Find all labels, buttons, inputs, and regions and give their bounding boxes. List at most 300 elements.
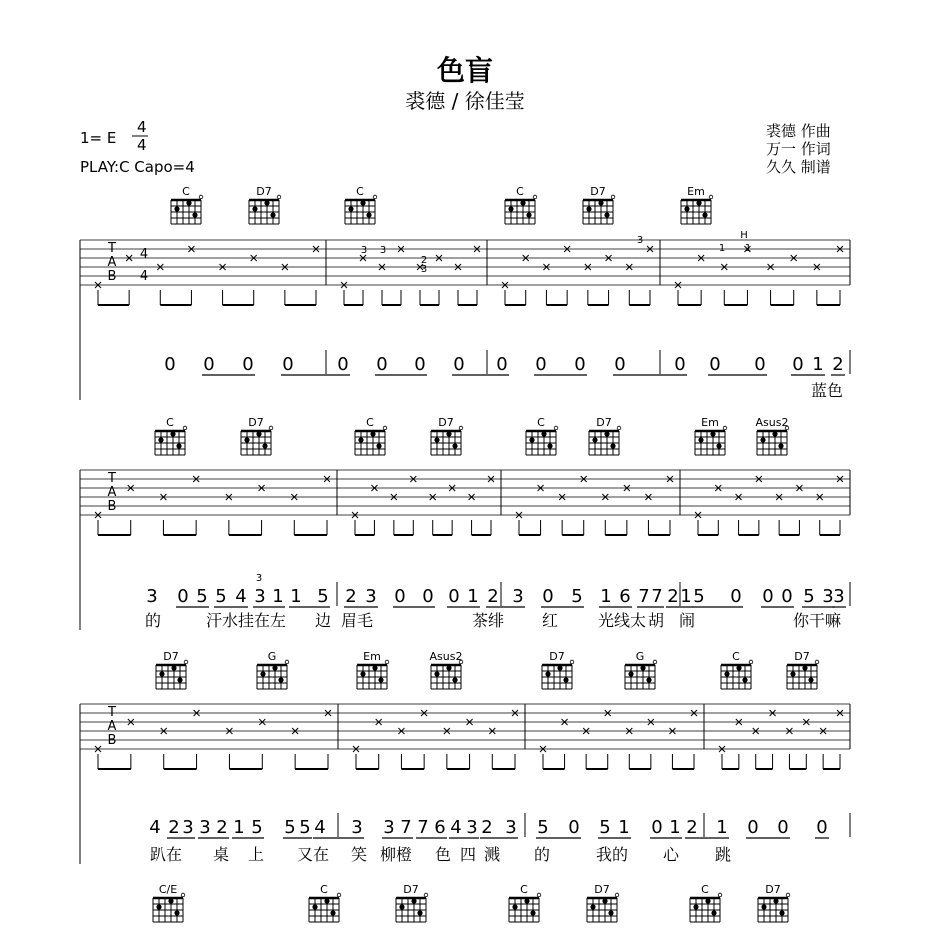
jianpu-note: 3 xyxy=(833,586,845,607)
chord-dot xyxy=(260,671,265,676)
jianpu-note: 4 xyxy=(314,817,326,838)
chord-dot xyxy=(512,904,517,909)
jianpu-note: 5 xyxy=(284,817,296,838)
chord-dot xyxy=(174,206,179,211)
jianpu-note: 0 xyxy=(164,354,176,375)
chord-dot xyxy=(693,904,698,909)
chord-open-marker xyxy=(424,893,428,897)
chord-open-marker xyxy=(183,426,187,430)
chord-dot xyxy=(529,437,534,442)
chord-dot xyxy=(158,437,163,442)
chord-dot xyxy=(174,910,179,915)
chord-dot xyxy=(176,443,181,448)
song-title: 色盲 xyxy=(436,54,494,87)
chord-open-marker xyxy=(181,893,185,897)
chord-diagram xyxy=(758,883,790,922)
chord-dot xyxy=(684,206,689,211)
jianpu-note: 3 xyxy=(146,586,158,607)
jianpu-note: 3 xyxy=(351,817,363,838)
chord-open-marker xyxy=(383,426,387,430)
jianpu-note: 5 xyxy=(317,586,329,607)
lyric-text: 桌 xyxy=(212,845,230,864)
chord-dot xyxy=(608,910,613,915)
chord-dot xyxy=(272,665,277,670)
jianpu-note: 0 xyxy=(376,354,388,375)
chord-diagram xyxy=(431,416,463,455)
chord-dot xyxy=(452,677,457,682)
chord-name: C/E xyxy=(158,883,178,896)
chord-dot xyxy=(252,206,257,211)
jianpu-note: 2 xyxy=(487,586,499,607)
tab-time-top: 4 xyxy=(139,247,149,262)
jianpu-note: 4 xyxy=(235,586,247,607)
chord-dot xyxy=(524,898,529,903)
chord-dot xyxy=(370,431,375,436)
lyric-text: 笑 xyxy=(350,845,368,864)
chord-diagram xyxy=(695,416,727,455)
chord-diagram xyxy=(156,650,188,689)
chord-dot xyxy=(790,671,795,676)
chord-open-marker xyxy=(709,195,713,199)
chord-name: C xyxy=(537,416,545,429)
lyric-text: 的 xyxy=(144,611,162,630)
jianpu-note: 5 xyxy=(571,586,583,607)
chord-dot xyxy=(711,910,716,915)
chord-dot xyxy=(545,671,550,676)
jianpu-note: 5 xyxy=(251,817,263,838)
chord-dot xyxy=(778,443,783,448)
jianpu-note: 2 xyxy=(667,586,679,607)
chord-name: D7 xyxy=(594,883,610,896)
jianpu-note: 0 xyxy=(496,354,508,375)
chord-dot xyxy=(278,677,283,682)
chord-diagram xyxy=(153,883,185,922)
tab-clef-letter: A xyxy=(107,485,117,500)
chord-diagram xyxy=(542,650,574,689)
chord-name: Em xyxy=(363,650,381,663)
jianpu-note: 0 xyxy=(177,586,189,607)
chord-dot xyxy=(159,671,164,676)
chord-diagram xyxy=(345,185,377,224)
lyric-text: 边 xyxy=(314,611,332,630)
chord-dot xyxy=(586,206,591,211)
fret-number: 1 xyxy=(744,243,752,254)
chord-name: C xyxy=(732,650,740,663)
jianpu-note: 0 xyxy=(781,586,793,607)
chord-dot xyxy=(170,431,175,436)
chord-dot xyxy=(446,665,451,670)
lyric-text: 眉毛 xyxy=(340,611,374,630)
jianpu-note: 3 xyxy=(822,586,834,607)
chord-dot xyxy=(602,898,607,903)
chord-name: C xyxy=(516,185,524,198)
jianpu-note: 0 xyxy=(394,586,406,607)
lyric-text: 的 xyxy=(533,845,551,864)
jianpu-note: 1 xyxy=(812,354,824,375)
lyric-text: 茶绯 xyxy=(471,611,505,630)
jianpu-note: 7 xyxy=(417,817,429,838)
lyric-text: 汗水挂在左 xyxy=(205,611,287,630)
chord-dot xyxy=(399,904,404,909)
chord-diagram xyxy=(583,185,615,224)
jianpu-note: 0 xyxy=(282,354,294,375)
lyric-text: 胡 xyxy=(647,611,665,630)
chord-dot xyxy=(434,671,439,676)
chord-dot xyxy=(186,200,191,205)
tab-clef-letter: B xyxy=(107,499,117,514)
jianpu-note: 0 xyxy=(709,354,721,375)
song-artists: 裘德 / 徐佳莹 xyxy=(405,89,525,113)
jianpu-note: 6 xyxy=(434,817,446,838)
chord-diagram xyxy=(787,650,819,689)
chord-open-marker xyxy=(611,195,615,199)
jianpu-note: 5 xyxy=(803,586,815,607)
tab-clef-letter: T xyxy=(108,705,116,720)
jianpu-note: 2 xyxy=(832,354,844,375)
time-bottom: 4 xyxy=(137,136,147,154)
chord-diagram xyxy=(249,185,281,224)
chord-name: C xyxy=(320,883,328,896)
jianpu-note: 3 xyxy=(254,586,266,607)
chord-open-marker xyxy=(570,660,574,664)
jianpu-note: 3 xyxy=(365,586,377,607)
lyric-text: 闹 xyxy=(678,611,696,630)
jianpu-note: 1 xyxy=(467,586,479,607)
fret-number: 3 xyxy=(360,245,368,256)
chord-diagram xyxy=(155,416,187,455)
chord-dot xyxy=(610,443,615,448)
chord-open-marker xyxy=(199,195,203,199)
chord-dot xyxy=(192,212,197,217)
chord-name: D7 xyxy=(596,416,612,429)
chord-diagram xyxy=(396,883,428,922)
chord-open-marker xyxy=(723,426,727,430)
fret-number: 2 xyxy=(420,255,428,266)
chord-diagram xyxy=(526,416,558,455)
chord-dot xyxy=(360,200,365,205)
jianpu-note: 5 xyxy=(599,817,611,838)
lyric-text: 色 xyxy=(434,845,452,864)
chord-dot xyxy=(360,671,365,676)
jianpu-note: 1 xyxy=(290,586,302,607)
chord-dot xyxy=(736,665,741,670)
chord-open-marker xyxy=(373,195,377,199)
jianpu-note: 2 xyxy=(345,586,357,607)
lyric-text: 跳 xyxy=(714,845,732,864)
chord-dot xyxy=(598,200,603,205)
chord-dot xyxy=(724,671,729,676)
chord-diagram xyxy=(756,416,789,455)
chord-dot xyxy=(168,898,173,903)
chord-dot xyxy=(705,898,710,903)
lyric-text: 光线太 xyxy=(597,611,647,630)
chord-name: Asus2 xyxy=(429,650,463,663)
chord-name: D7 xyxy=(438,416,454,429)
chord-diagram xyxy=(257,650,289,689)
chord-name: G xyxy=(635,650,645,663)
chord-name: G xyxy=(267,650,277,663)
chord-open-marker xyxy=(459,426,463,430)
tab-clef-letter: A xyxy=(107,719,117,734)
chord-name: D7 xyxy=(549,650,565,663)
chord-diagram xyxy=(171,185,203,224)
chord-name: D7 xyxy=(765,883,781,896)
chord-name: C xyxy=(166,416,174,429)
chord-dot xyxy=(256,431,261,436)
chord-dot xyxy=(526,212,531,217)
chord-open-marker xyxy=(749,660,753,664)
chord-dot xyxy=(156,904,161,909)
chord-diagram xyxy=(721,650,753,689)
chord-dot xyxy=(270,212,275,217)
chord-dot xyxy=(434,437,439,442)
lyric-text: 四 xyxy=(459,845,477,864)
jianpu-note: 0 xyxy=(777,817,789,838)
chord-diagram xyxy=(430,650,463,689)
lyric-text: 溅 xyxy=(483,845,501,864)
tab-clef-letter: A xyxy=(107,255,117,270)
chord-open-marker xyxy=(277,195,281,199)
time-top: 4 xyxy=(137,118,147,136)
chord-open-marker xyxy=(554,426,558,430)
jianpu-note: 0 xyxy=(453,354,465,375)
chord-dot xyxy=(592,437,597,442)
chord-dot xyxy=(530,910,535,915)
chord-dot xyxy=(452,443,457,448)
jianpu-note: 0 xyxy=(242,354,254,375)
chord-dot xyxy=(696,200,701,205)
jianpu-note: 4 xyxy=(149,817,161,838)
credit-composer: 裘德 作曲 xyxy=(766,122,831,140)
jianpu-note: 1 xyxy=(669,817,681,838)
lyric-text: 红 xyxy=(541,611,559,630)
jianpu-note: 0 xyxy=(422,586,434,607)
jianpu-note: 0 xyxy=(614,354,626,375)
jianpu-note: 1 xyxy=(600,586,612,607)
lyric-text: 我的 xyxy=(595,845,629,864)
chord-dot xyxy=(417,910,422,915)
technique-hammer: H xyxy=(740,230,748,241)
chord-dot xyxy=(702,212,707,217)
tab-staves xyxy=(80,230,850,864)
chord-dot xyxy=(508,206,513,211)
jianpu-note: 2 xyxy=(168,817,180,838)
chord-name: Em xyxy=(687,185,705,198)
fret-number: 1 xyxy=(718,243,726,254)
chord-dot xyxy=(171,665,176,670)
chord-name: D7 xyxy=(794,650,810,663)
jianpu-note: 3 xyxy=(466,817,478,838)
jianpu-note: 0 xyxy=(535,354,547,375)
chord-dot xyxy=(547,443,552,448)
chord-open-marker xyxy=(786,893,790,897)
jianpu-note: 3 xyxy=(199,817,211,838)
jianpu-note: 0 xyxy=(816,817,828,838)
chord-dot xyxy=(372,665,377,670)
chord-dot xyxy=(604,431,609,436)
jianpu-note: 7 xyxy=(638,586,650,607)
tab-time-bottom: 4 xyxy=(139,269,149,284)
lyric-text: 心 xyxy=(662,845,680,864)
jianpu-note: 1 xyxy=(618,817,630,838)
tab-clef-letter: B xyxy=(107,269,117,284)
chord-name: C xyxy=(366,416,374,429)
chord-name: D7 xyxy=(248,416,264,429)
jianpu-note: 1 xyxy=(680,586,692,607)
chord-name: Em xyxy=(701,416,719,429)
chord-open-marker xyxy=(653,660,657,664)
tab-clef-letter: T xyxy=(108,241,116,256)
jianpu-note: 0 xyxy=(762,586,774,607)
tab-staff xyxy=(80,240,850,400)
fret-number: 3 xyxy=(379,245,387,256)
chord-dot xyxy=(244,437,249,442)
chord-open-marker xyxy=(184,660,188,664)
lyric-text: 又在 xyxy=(296,845,330,864)
chord-dot xyxy=(604,212,609,217)
lyric-text: 蓝色 xyxy=(810,381,844,400)
chord-dot xyxy=(710,431,715,436)
jianpu-note: 0 xyxy=(792,354,804,375)
chord-name: C xyxy=(182,185,190,198)
play-capo: PLAY:C Capo=4 xyxy=(80,158,195,176)
chord-diagram xyxy=(241,416,273,455)
jianpu-note: 5 xyxy=(215,586,227,607)
jianpu-note: 0 xyxy=(542,586,554,607)
tab-clef-letter: B xyxy=(107,733,117,748)
jianpu-note: 1 xyxy=(272,586,284,607)
chord-dot xyxy=(541,431,546,436)
chord-dot xyxy=(742,677,747,682)
jianpu-note: 0 xyxy=(747,817,759,838)
chord-open-marker xyxy=(718,893,722,897)
chord-diagram xyxy=(357,650,389,689)
chord-dot xyxy=(446,431,451,436)
chord-dot xyxy=(358,437,363,442)
jianpu-note: 2 xyxy=(686,817,698,838)
jianpu-note: 1 xyxy=(233,817,245,838)
chord-open-marker xyxy=(269,426,273,430)
chord-open-marker xyxy=(285,660,289,664)
jianpu-note: 6 xyxy=(619,586,631,607)
credit-transcriber: 久久 制谱 xyxy=(766,158,831,176)
jianpu-note: 0 xyxy=(674,354,686,375)
chord-dot xyxy=(330,910,335,915)
chord-open-marker xyxy=(533,195,537,199)
chord-open-marker xyxy=(617,426,621,430)
chord-dot xyxy=(590,904,595,909)
chord-open-marker xyxy=(537,893,541,897)
chord-dot xyxy=(646,677,651,682)
chord-diagram xyxy=(589,416,621,455)
chord-diagram xyxy=(309,883,341,922)
chord-dot xyxy=(378,677,383,682)
chord-dot xyxy=(698,437,703,442)
chord-dot xyxy=(779,910,784,915)
chord-diagrams xyxy=(153,185,819,922)
chord-diagram xyxy=(509,883,541,922)
lyric-text: 趴在 xyxy=(149,845,183,864)
chord-dot xyxy=(177,677,182,682)
chord-dot xyxy=(557,665,562,670)
jianpu-note: 5 xyxy=(693,586,705,607)
chord-name: D7 xyxy=(163,650,179,663)
jianpu-note: 3 xyxy=(512,586,524,607)
tuplet-marker: 3 xyxy=(255,573,263,584)
chord-name: C xyxy=(701,883,709,896)
chord-dot xyxy=(761,904,766,909)
jianpu-note: 0 xyxy=(754,354,766,375)
chord-diagram xyxy=(690,883,722,922)
lyrics xyxy=(145,381,843,864)
jianpu-note: 7 xyxy=(651,586,663,607)
jianpu-note: 0 xyxy=(730,586,742,607)
chord-dot xyxy=(760,437,765,442)
chord-diagram xyxy=(355,416,387,455)
chord-dot xyxy=(411,898,416,903)
chord-dot xyxy=(563,677,568,682)
chord-open-marker xyxy=(815,660,819,664)
credit-lyricist: 万一 作词 xyxy=(766,140,831,158)
chord-dot xyxy=(324,898,329,903)
lyric-text: 你干嘛 xyxy=(792,611,842,630)
chord-dot xyxy=(628,671,633,676)
chord-diagram xyxy=(505,185,537,224)
jianpu-note: 0 xyxy=(568,817,580,838)
chord-name: D7 xyxy=(256,185,272,198)
tab-staff xyxy=(80,704,850,864)
chord-open-marker xyxy=(385,660,389,664)
chord-name: C xyxy=(520,883,528,896)
jianpu-note: 7 xyxy=(400,817,412,838)
chord-diagram xyxy=(587,883,619,922)
jianpu-note: 2 xyxy=(216,817,228,838)
jianpu-note: 5 xyxy=(196,586,208,607)
lyric-text: 上 xyxy=(247,845,265,864)
chord-open-marker xyxy=(337,893,341,897)
chord-dot xyxy=(640,665,645,670)
jianpu-note: 0 xyxy=(574,354,586,375)
chord-dot xyxy=(773,898,778,903)
fret-number: 3 xyxy=(636,235,644,246)
chord-diagram xyxy=(625,650,657,689)
chord-name: D7 xyxy=(590,185,606,198)
chord-dot xyxy=(348,206,353,211)
chord-dot xyxy=(312,904,317,909)
jianpu-note: 4 xyxy=(450,817,462,838)
jianpu-note: 3 xyxy=(505,817,517,838)
chord-dot xyxy=(520,200,525,205)
chord-name: C xyxy=(356,185,364,198)
jianpu-note: 0 xyxy=(651,817,663,838)
jianpu-note: 3 xyxy=(383,817,395,838)
jianpu-note: 0 xyxy=(203,354,215,375)
chord-dot xyxy=(808,677,813,682)
chord-name: D7 xyxy=(403,883,419,896)
header xyxy=(80,54,831,176)
chord-dot xyxy=(716,443,721,448)
chord-dot xyxy=(264,200,269,205)
chord-dot xyxy=(366,212,371,217)
fret-number: 3 xyxy=(420,264,428,275)
chord-dot xyxy=(772,431,777,436)
jianpu-note: 3 xyxy=(182,817,194,838)
jianpu-note: 5 xyxy=(299,817,311,838)
jianpu-note: 0 xyxy=(448,586,460,607)
lyric-text: 柳橙 xyxy=(379,845,413,864)
tab-clef-letter: T xyxy=(108,471,116,486)
jianpu-note: 5 xyxy=(537,817,549,838)
